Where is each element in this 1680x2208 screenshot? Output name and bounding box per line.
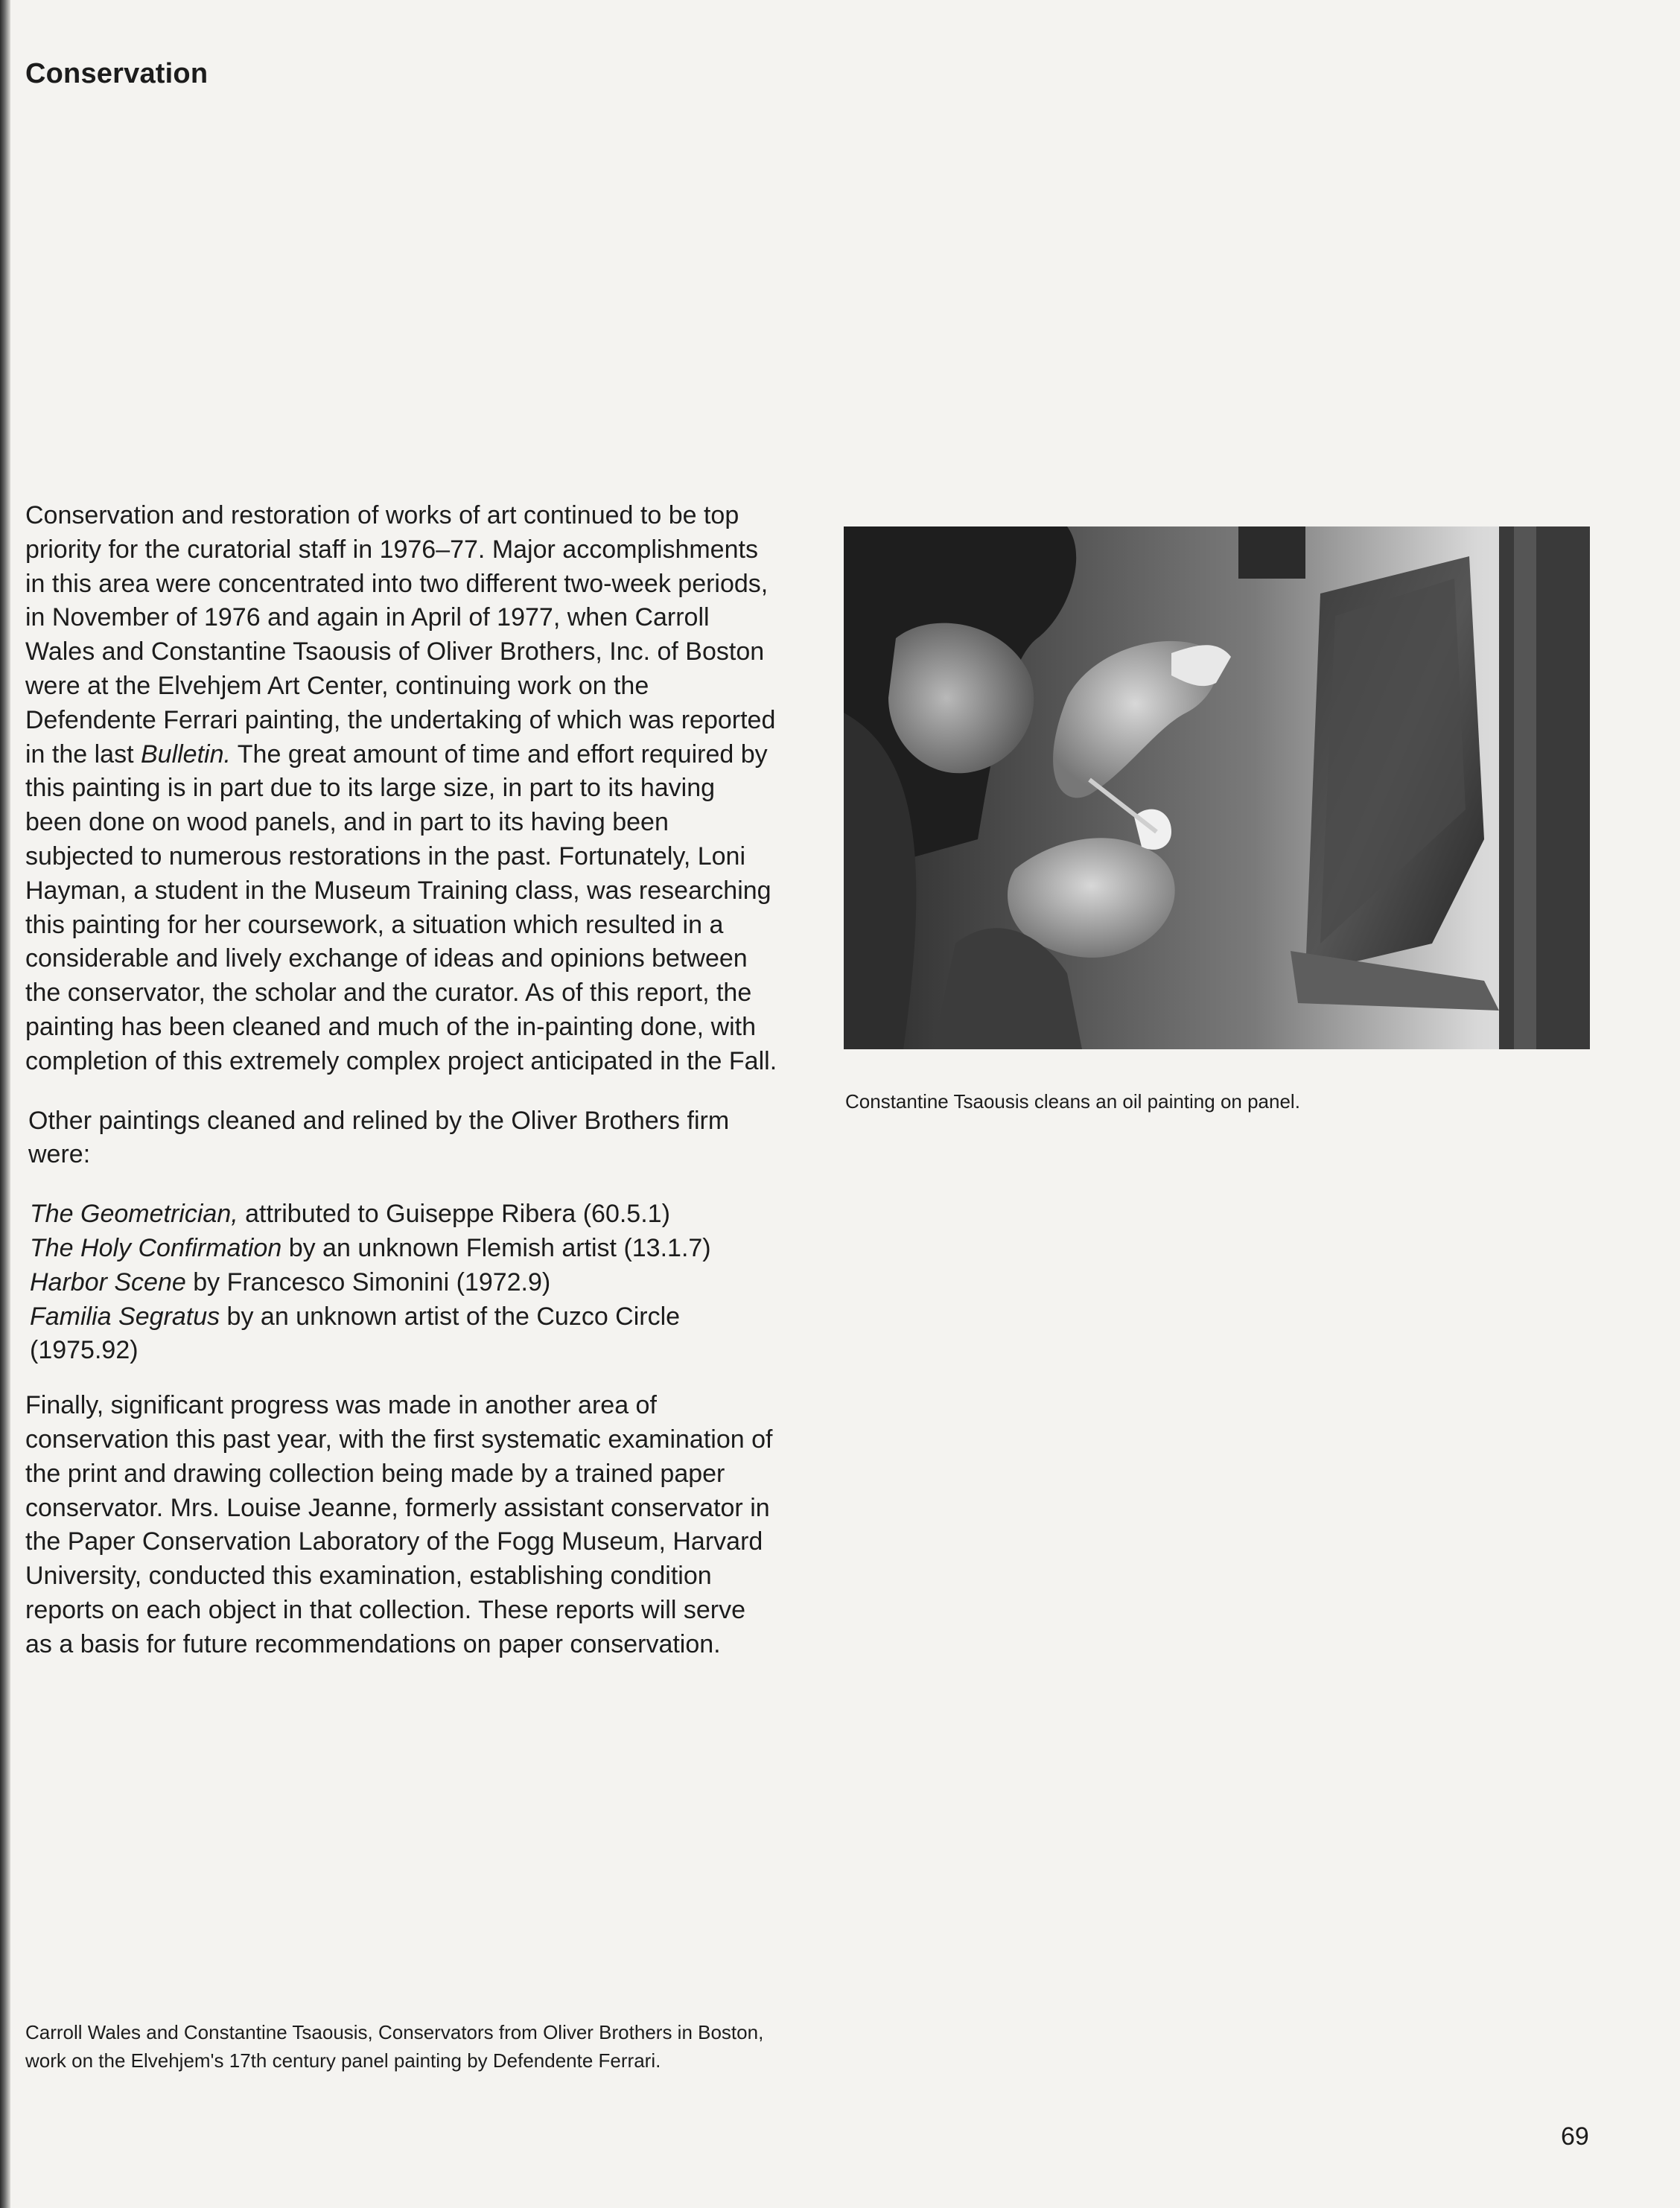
painting-item [30,1234,711,1262]
conservation-photo [844,526,1590,1049]
paragraph-intro-text-2: The great amount of time and effort required by this painting is in part due to its large size, in part to its having been done on wood panels, and in part to its having been subjected to numerous restorations in the past. Fortunately, Loni Hayman, a student in the Museum Training class, was researching this painting for her coursework, a situation which resulted in a considerable and lively exchange of ideas and opinions between the conservator, the scholar and the curator. As of this report, the painting has been cleaned and much of the in-painting done, with completion of this extremely complex project anticipated in the Fall. [25,739,777,1075]
paragraph-intro-text-1: Conservation and restoration of works of art continued to be top priority for the curatorial staff in 1976–77. Major accomplishments in this area were concentrated into two different two-week periods, in November of 1976 and again in April of 1977, when Carroll Wales and Constantine Tsaousis of Oliver Brothers, Inc. of Boston were at the Elvehjem Art Center, continuing work on the Defendente Ferrari painting, the undertaking of which was reported in the last [25,501,776,769]
paragraph-other-paintings: Other paintings cleaned and relined by the Oliver Brothers firm were: [28,1106,730,1169]
painting-details: attributed to Guiseppe Ribera (60.5.1) [238,1200,670,1229]
bottom-caption: Carroll Wales and Constantine Tsaousis, Conservators from Oliver Brothers in Boston, work on the Elvehjem's 17th century panel painting by Defendente Ferrari. [25,2021,764,2072]
painting-title: The Geometrician, [30,1200,238,1229]
painting-title: Harbor Scene [30,1267,186,1297]
painting-details: by Francesco Simonini (1972.9) [185,1267,551,1297]
bulletin-italic: Bulletin. [140,739,231,769]
painting-details: by an unknown artist of the Cuzco Circle (1975.92) [30,1302,681,1365]
painting-item [30,1200,670,1228]
paintings-list [25,1197,777,1368]
conservator-photo-illustration [844,526,1590,1049]
painting-title: The Holy Confirmation [30,1233,282,1262]
book-binding-edge [0,0,10,2208]
page-number: 69 [1561,2122,1589,2151]
photo-caption: Constantine Tsaousis cleans an oil painting on panel. [845,1090,1300,1113]
painting-title: Familia Segratus [30,1302,220,1331]
paragraph-paper-conservation: Finally, significant progress was made in another area of conservation this past year, with the first systematic examination of the print and drawing collection being made by a trained paper conservator. Mrs. Louise Jeanne, formerly assistant conservator in the Paper Conservation Laboratory of the Fogg Museum, Harvard University, conducted this examination, establishing condition reports on each object in that collection. These reports will serve as a basis for future recommendations on paper conservation. [25,1391,773,1658]
section-heading: Conservation [25,58,209,89]
painting-details: by an unknown Flemish artist (13.1.7) [281,1233,711,1262]
painting-item [30,1302,680,1365]
painting-item [30,1268,550,1297]
paragraph-intro [25,499,777,1079]
body-text-column [25,499,777,1687]
